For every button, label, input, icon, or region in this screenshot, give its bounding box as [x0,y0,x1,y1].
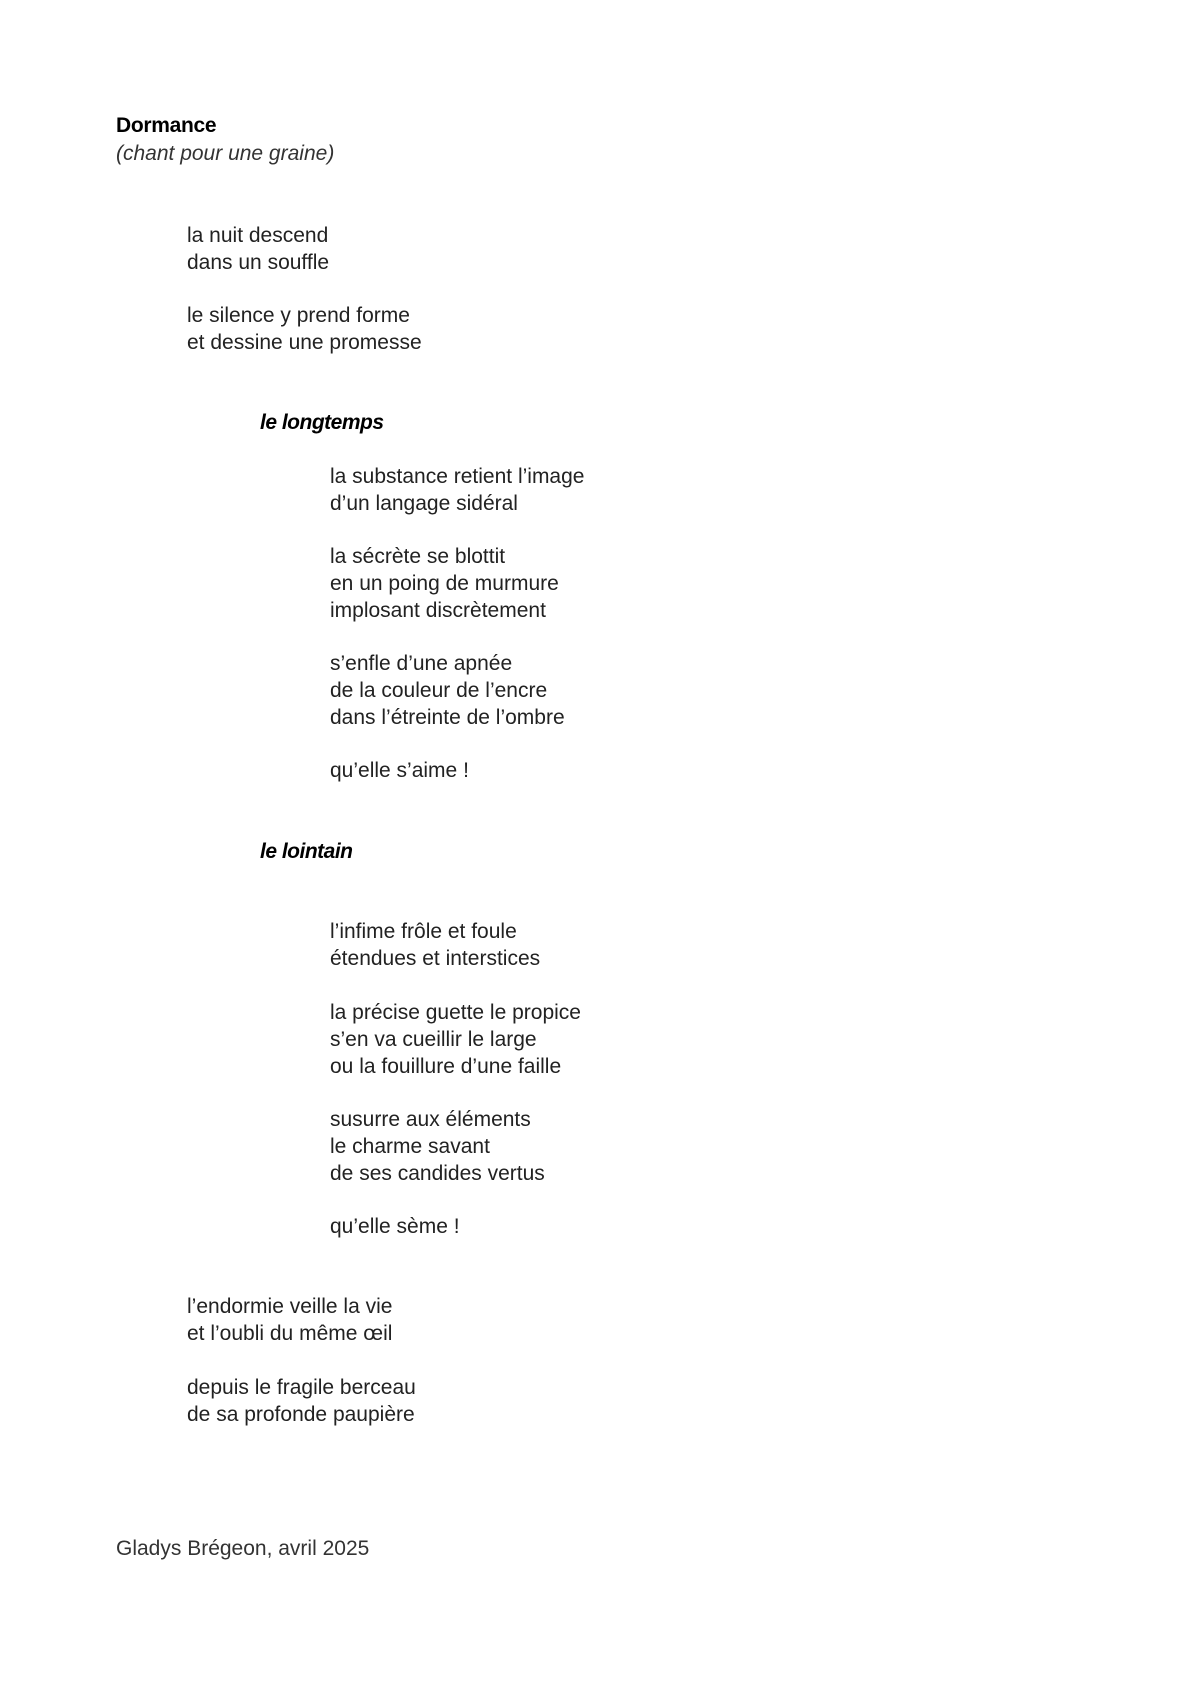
intro-stanza-1 [187,222,329,276]
section2-stanza-3 [330,1106,545,1187]
verse-line: qu’elle sème ! [330,1215,460,1238]
section2-stanza-1 [330,918,540,972]
verse-line: et l’oubli du même œil [187,1322,393,1345]
poem-subtitle: (chant pour une graine) [116,142,335,165]
verse-line: ou la fouillure d’une faille [330,1055,562,1078]
verse-line: de sa profonde paupière [187,1403,415,1426]
verse-line: d’un langage sidéral [330,492,518,515]
verse-line: en un poing de murmure [330,572,559,595]
section2-stanza-4 [330,1213,460,1240]
verse-line: le charme savant [330,1135,490,1158]
section1-stanza-1 [330,463,584,517]
section2-stanza-2 [330,999,581,1080]
outro-stanza-2 [187,1374,416,1428]
verse-line: qu’elle s’aime ! [330,759,469,782]
section-title-lointain: le lointain [260,840,353,863]
author-signature: Gladys Brégeon, avril 2025 [116,1537,370,1560]
verse-line: depuis le fragile berceau [187,1376,416,1399]
poem-title: Dormance [116,114,217,137]
verse-line: étendues et interstices [330,947,541,970]
intro-stanza-2 [187,302,422,356]
verse-line: l’infime frôle et foule [330,920,517,943]
verse-line: s’en va cueillir le large [330,1028,537,1051]
verse-line: la sécrète se blottit [330,545,506,568]
section1-stanza-3 [330,650,565,731]
verse-line: la substance retient l’image [330,465,585,488]
section1-stanza-2 [330,543,559,624]
verse-line: et dessine une promesse [187,331,422,354]
outro-stanza-1 [187,1293,392,1347]
verse-line: dans l’étreinte de l’ombre [330,706,565,729]
verse-line: l’endormie veille la vie [187,1295,393,1318]
verse-line: susurre aux éléments [330,1108,531,1131]
verse-line: implosant discrètement [330,599,546,622]
section1-stanza-4 [330,757,469,784]
verse-line: dans un souffle [187,251,330,274]
verse-line: la nuit descend [187,224,329,247]
section-title-longtemps: le longtemps [260,411,384,434]
verse-line: s’enfle d’une apnée [330,652,513,675]
verse-line: de la couleur de l’encre [330,679,548,702]
verse-line: la précise guette le propice [330,1001,581,1024]
verse-line: de ses candides vertus [330,1162,545,1185]
verse-line: le silence y prend forme [187,304,410,327]
